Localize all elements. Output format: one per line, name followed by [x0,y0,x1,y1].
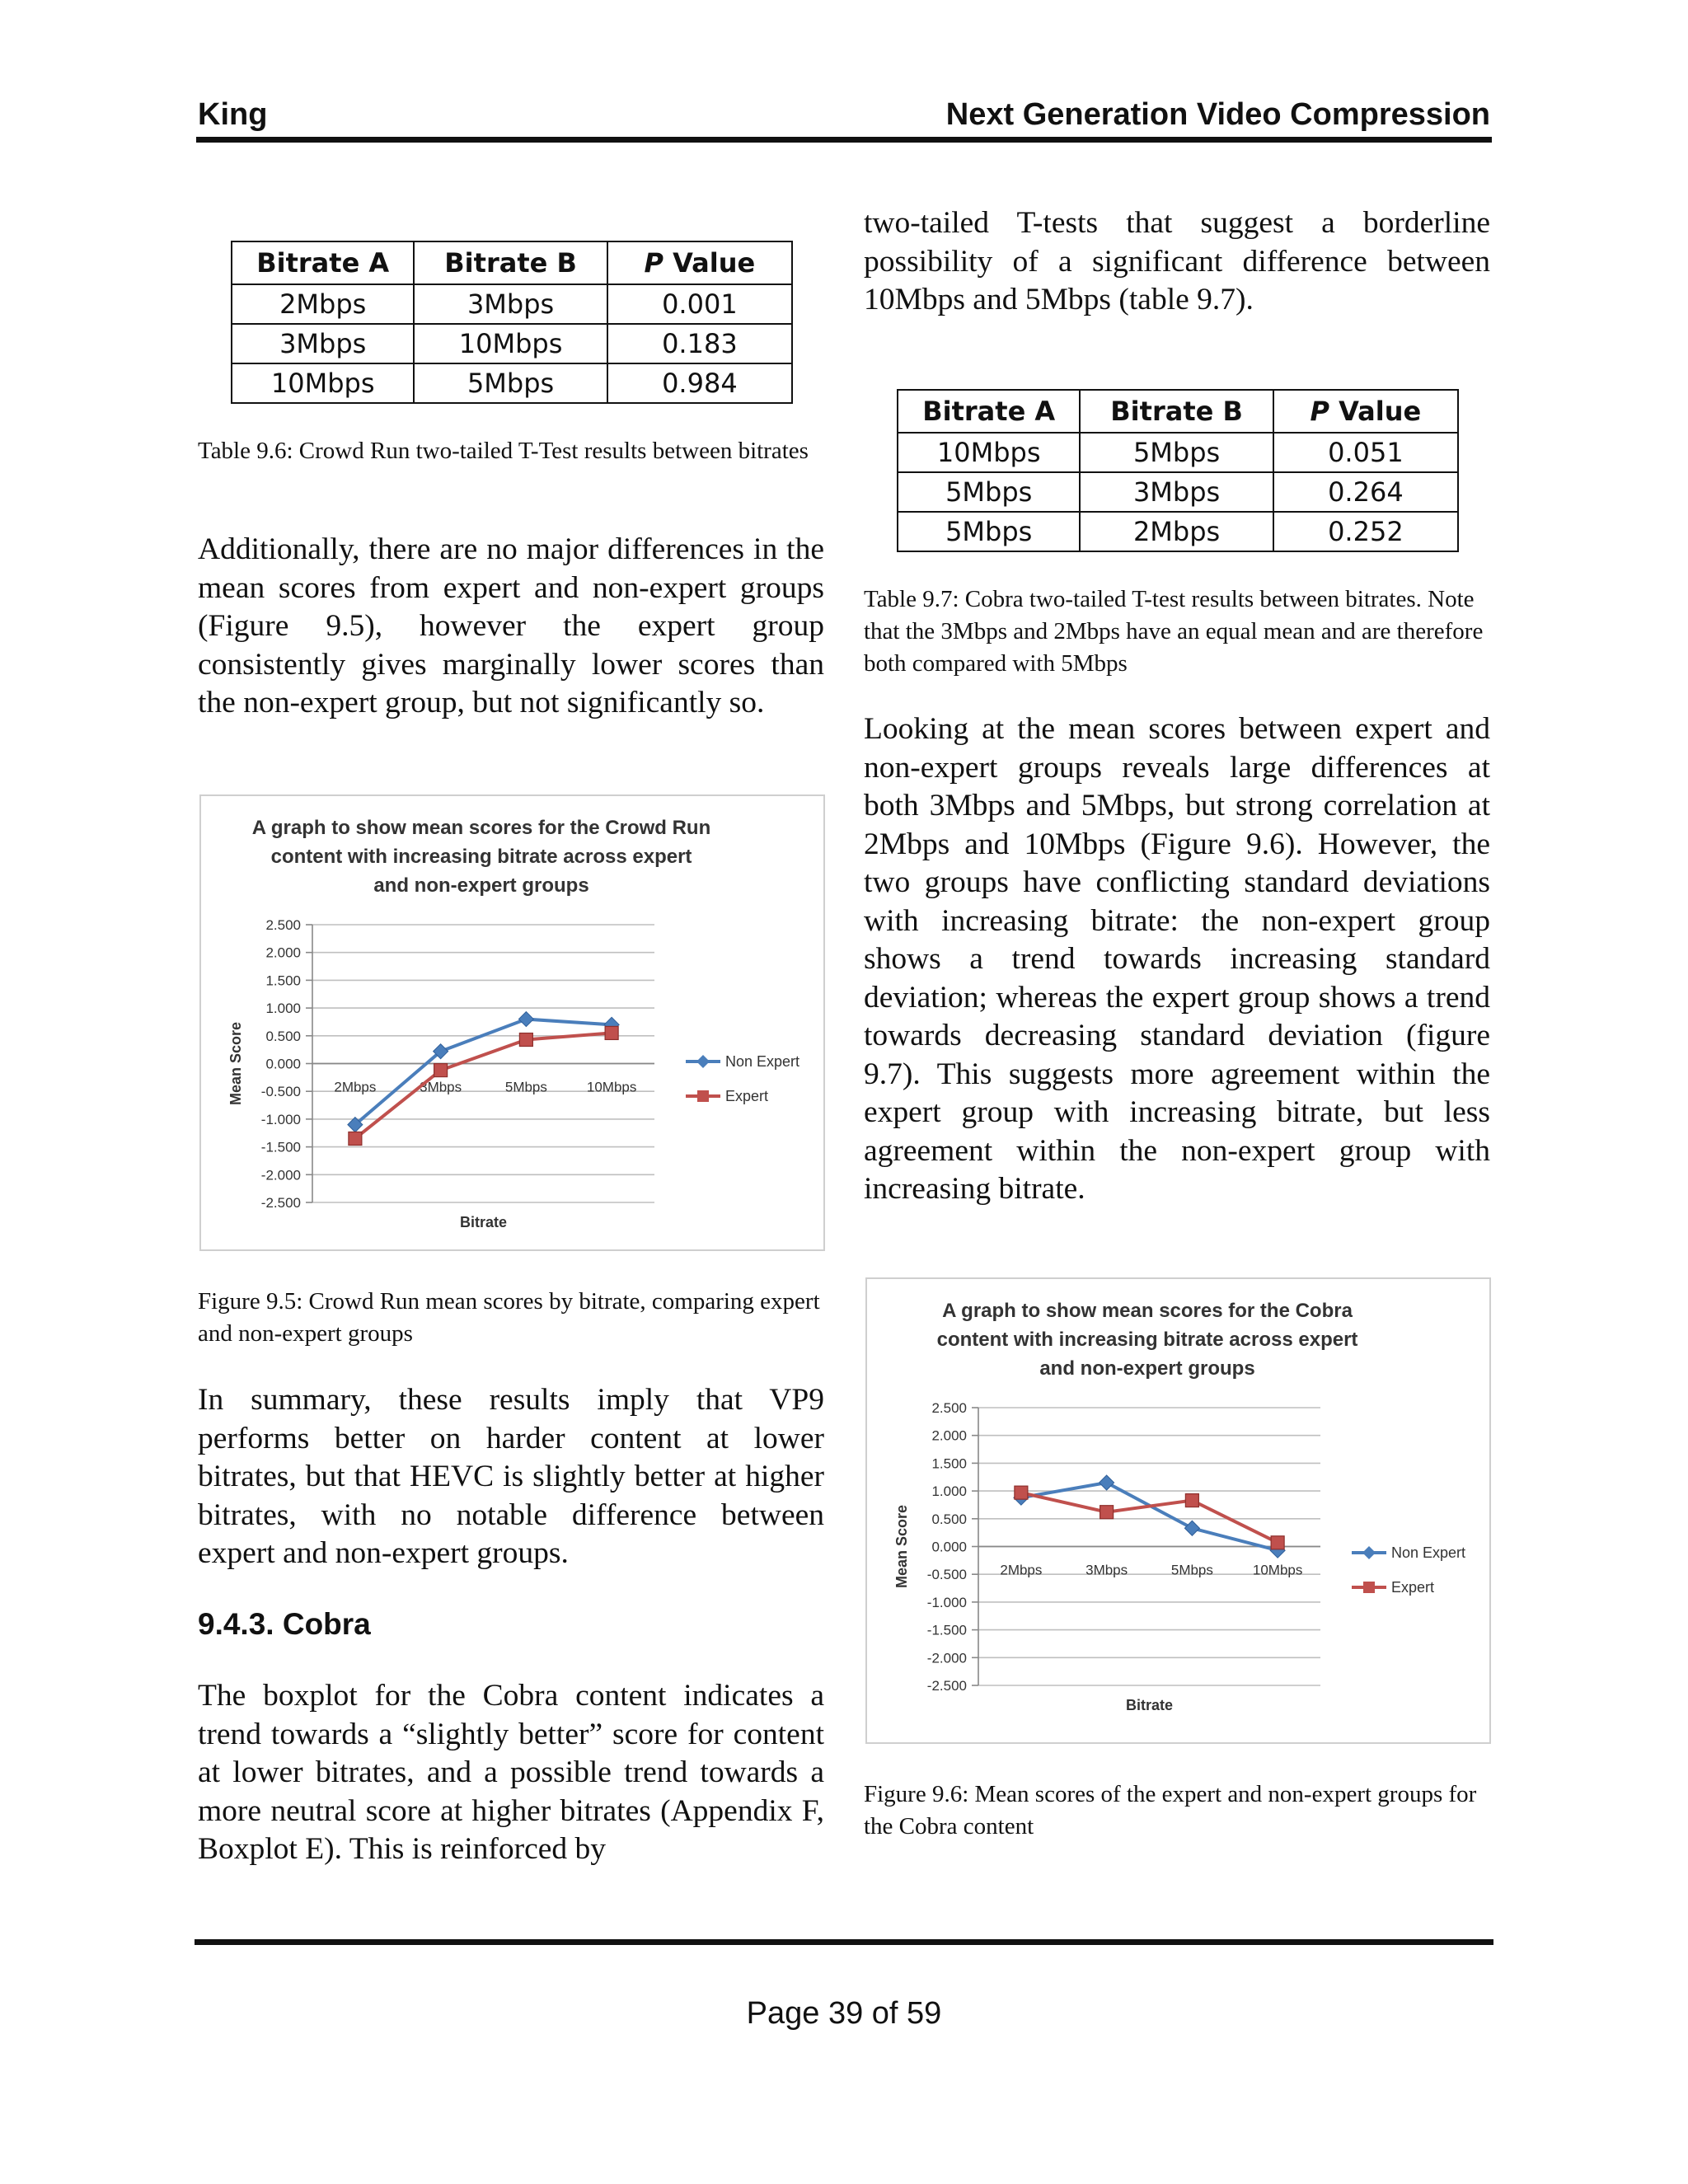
table-row [898,472,1458,512]
chart-title: content with increasing bitrate across expert [270,846,692,868]
y-tick-label: 0.500 [931,1511,967,1527]
y-tick-label: -2.000 [260,1167,301,1183]
table-cell: 2Mbps [1080,512,1273,551]
table-row [232,363,792,403]
data-point [434,1064,448,1077]
table-header: Bitrate A [898,390,1080,433]
chart-title: and non-expert groups [373,874,589,897]
chart-svg [867,1279,1489,1742]
y-tick-label: -1.000 [926,1594,967,1610]
chart-title: A graph to show mean scores for the Cobra [942,1300,1353,1322]
table-cell: 0.252 [1273,512,1458,551]
legend-label: Expert [1391,1579,1435,1596]
footer-rule [195,1939,1493,1945]
legend-label: Expert [725,1088,769,1104]
table-9-7 [897,389,1459,552]
body-paragraph: two-tailed T-tests that suggest a borderline possibility of a significant difference between 10Mbps and 5Mbps (table 9.7). [864,206,1490,316]
y-tick-label: -1.500 [926,1622,967,1638]
y-axis-title: Mean Score [893,1504,910,1589]
x-tick-label: 10Mbps [1252,1562,1303,1578]
series-line-non-expert [1021,1483,1278,1550]
data-point [1185,1494,1198,1507]
table-header-row [232,241,792,284]
p-italic: P [644,247,663,279]
table-cell: 3Mbps [232,324,414,363]
y-tick-label: 1.500 [265,972,301,989]
chart-svg [201,796,823,1249]
y-tick-label: 0.000 [931,1539,967,1555]
table-cell: 5Mbps [898,512,1080,551]
y-tick-label: 1.000 [265,1001,301,1017]
figure-9-6-chart [865,1277,1491,1744]
y-tick-label: -1.000 [260,1111,301,1127]
table-header [1273,390,1458,433]
table-header: Bitrate B [1080,390,1273,433]
legend-label: Non Expert [1391,1544,1466,1561]
table-cell: 0.264 [1273,472,1458,512]
figure-9-5-chart [199,794,825,1251]
table-cell: 10Mbps [232,363,414,403]
y-tick-label: -1.500 [260,1139,301,1155]
legend-marker [697,1090,709,1102]
x-tick-label: 5Mbps [504,1079,547,1095]
table-cell: 10Mbps [898,433,1080,472]
body-paragraph: The boxplot for the Cobra content indicates a trend towards a “slightly better” score for content at lower bitrates, and a possible trend towards a more neutral score at higher bitrates (Appendix F, Boxplot E). This is reinforced by [198,1679,824,1866]
x-tick-label: 10Mbps [586,1079,637,1095]
x-tick-label: 5Mbps [1170,1562,1213,1578]
table-caption: Table 9.6: Crowd Run two-tailed T-Test results between bitrates [198,438,809,464]
table-cell: 10Mbps [414,324,607,363]
table-cell: 2Mbps [232,284,414,324]
y-tick-label: -0.500 [926,1567,967,1583]
x-tick-label: 3Mbps [420,1079,462,1095]
legend-marker [696,1055,710,1068]
y-tick-label: 0.000 [265,1056,301,1072]
page-number: Page 39 of 59 [746,1996,942,2031]
table-cell: 3Mbps [414,284,607,324]
x-tick-label: 2Mbps [1000,1562,1043,1578]
table-cell: 0.001 [607,284,792,324]
table-caption: Table 9.7: Cobra two-tailed T-test results between bitrates. Note that the 3Mbps and 2Mbps have an equal mean and are therefore both compared with 5Mbps [864,586,1484,677]
x-axis-title: Bitrate [459,1214,508,1230]
y-tick-label: 2.500 [931,1400,967,1416]
y-tick-label: -0.500 [260,1084,301,1100]
y-tick-label: 0.500 [265,1028,301,1044]
y-tick-label: 1.000 [931,1483,967,1500]
figure-caption: Figure 9.6: Mean scores of the expert and non-expert groups for the Cobra content [864,1781,1477,1840]
table-9-6 [231,241,793,404]
y-axis-title: Mean Score [227,1021,244,1106]
p-italic: P [1310,396,1329,427]
y-tick-label: 1.500 [931,1455,967,1472]
data-point [1184,1521,1199,1535]
data-point [1100,1475,1114,1490]
body-paragraph: In summary, these results imply that VP9 performs better on harder content at lower bitrates, but that HEVC is slightly better at higher bitrates, with no notable difference between expert and non-expert groups. [198,1383,824,1570]
data-point [1271,1536,1284,1549]
x-tick-label: 2Mbps [334,1079,377,1095]
data-point [349,1132,362,1145]
section-heading: 9.4.3. Cobra [198,1607,371,1641]
table-row [232,324,792,363]
chart-title: A graph to show mean scores for the Crowd Run [251,817,711,839]
legend-marker [1362,1546,1376,1559]
table-header: Bitrate B [414,241,607,284]
table-cell: 5Mbps [414,363,607,403]
legend-marker [1363,1582,1375,1593]
body-paragraph: Looking at the mean scores between expert and non-expert groups reveals large differences at both 3Mbps and 5Mbps, but strong correlation at 2Mbps and 10Mbps (Figure 9.6). However, the two groups have conflicting standard deviations with increasing bitrate: the non-expert group shows a trend towards increasing standard deviation; whereas the expert group shows a trend towards decreasing standard deviation (figure 9.7). This suggests more agreement within the expert group with increasing bitrate, but less agreement within the non-expert group with increasing bitrate. [864,712,1490,1206]
data-point [519,1033,532,1047]
table-cell: 5Mbps [1080,433,1273,472]
table-row [898,433,1458,472]
table-cell: 0.984 [607,363,792,403]
series-line-expert [355,1033,612,1138]
legend-label: Non Expert [725,1053,800,1070]
y-tick-label: -2.500 [926,1678,967,1694]
value-label: Value [673,247,756,279]
table-cell: 0.183 [607,324,792,363]
table-cell: 0.051 [1273,433,1458,472]
figure-caption: Figure 9.5: Crowd Run mean scores by bitrate, comparing expert and non-expert groups [198,1288,820,1347]
data-point [1100,1506,1114,1519]
x-axis-title: Bitrate [1125,1697,1174,1713]
y-tick-label: 2.000 [931,1427,967,1444]
y-tick-label: -2.500 [260,1195,301,1211]
table-header: Bitrate A [232,241,414,284]
table-cell: 3Mbps [1080,472,1273,512]
chart-title: and non-expert groups [1039,1357,1255,1380]
chart-title: content with increasing bitrate across expert [936,1329,1358,1351]
table-cell: 5Mbps [898,472,1080,512]
series-line-expert [1021,1493,1278,1543]
running-header-title: Next Generation Video Compression [945,97,1490,132]
x-tick-label: 3Mbps [1085,1562,1128,1578]
table-row [898,512,1458,551]
body-paragraph: Additionally, there are no major differences in the mean scores from expert and non-expert groups (Figure 9.5), however the expert group consistently gives marginally lower scores than the non-expert group, but not significantly so. [198,532,824,719]
header-rule [196,137,1492,143]
y-tick-label: 2.000 [265,944,301,961]
table-row [232,284,792,324]
y-tick-label: 2.500 [265,917,301,933]
table-header-row [898,390,1458,433]
y-tick-label: -2.000 [926,1650,967,1666]
data-point [605,1026,618,1039]
running-header-author: King [198,97,268,132]
data-point [518,1012,533,1027]
data-point [1015,1486,1028,1499]
table-header [607,241,792,284]
value-label: Value [1339,396,1422,427]
